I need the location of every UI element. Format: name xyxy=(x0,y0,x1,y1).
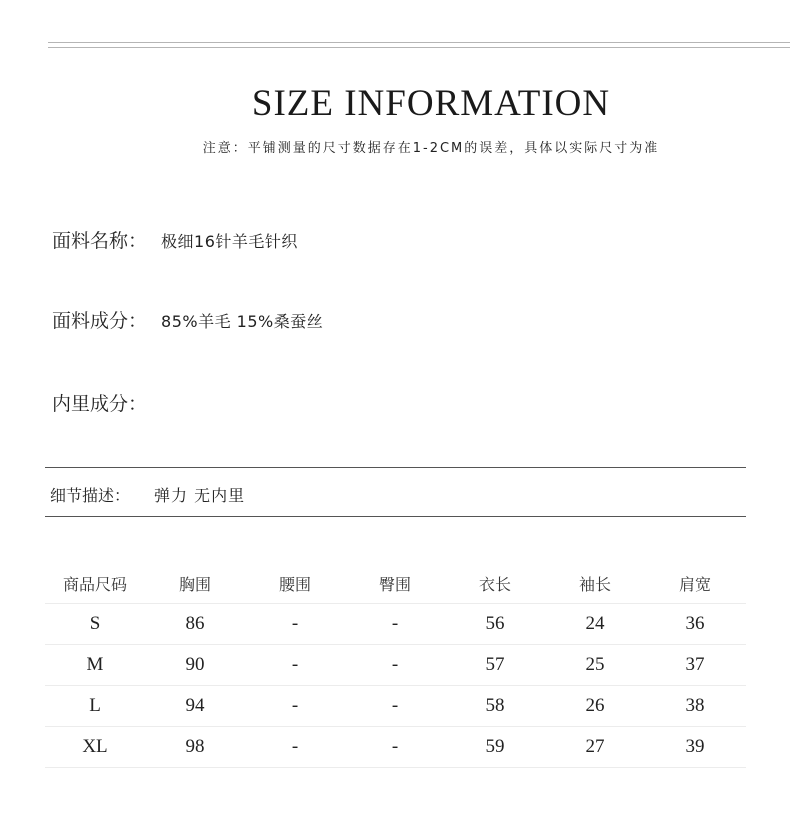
cell-size: S xyxy=(89,613,101,634)
page-title: SIZE INFORMATION xyxy=(251,83,611,124)
cell-hip: - xyxy=(391,736,399,757)
size-table-header-row xyxy=(45,563,746,604)
header-length: 衣长 xyxy=(478,574,511,594)
cell-shoulder: 38 xyxy=(685,695,705,716)
top-divider-line-1 xyxy=(48,42,790,43)
cell-size: XL xyxy=(82,736,108,757)
cell-size: M xyxy=(86,654,104,675)
cell-length: 58 xyxy=(485,695,505,716)
header-hip: 臀围 xyxy=(378,574,411,594)
cell-hip: - xyxy=(391,654,399,675)
cell-shoulder: 39 xyxy=(685,736,705,757)
lining-composition-label: 内里成分： xyxy=(52,393,148,415)
size-table xyxy=(45,563,746,768)
details-label: 细节描述： xyxy=(50,486,131,505)
details-row xyxy=(50,483,245,506)
cell-waist: - xyxy=(291,654,299,675)
cell-sleeve: 26 xyxy=(585,695,605,716)
header-waist: 腰围 xyxy=(278,574,311,594)
fabric-composition-value: 85%羊毛 15%桑蚕丝 xyxy=(161,312,324,331)
cell-length: 59 xyxy=(485,736,505,757)
details-value: 弹力 无内里 xyxy=(154,486,246,505)
fabric-name-value: 极细16针羊毛针织 xyxy=(161,232,298,251)
table-row xyxy=(45,686,746,727)
cell-hip: - xyxy=(391,613,399,634)
header-chest: 胸围 xyxy=(178,574,211,594)
cell-waist: - xyxy=(291,695,299,716)
fabric-name-label: 面料名称： xyxy=(52,230,148,252)
top-divider-line-2 xyxy=(48,47,790,48)
cell-sleeve: 27 xyxy=(585,736,605,757)
cell-length: 57 xyxy=(485,654,505,675)
table-row xyxy=(45,645,746,686)
cell-chest: 98 xyxy=(185,736,205,757)
cell-chest: 90 xyxy=(185,654,205,675)
header-size: 商品尺码 xyxy=(62,574,127,594)
table-row xyxy=(45,604,746,645)
fabric-composition-label: 面料成分： xyxy=(52,310,148,332)
cell-size: L xyxy=(89,695,101,716)
cell-shoulder: 37 xyxy=(685,654,705,675)
cell-waist: - xyxy=(291,613,299,634)
cell-shoulder: 36 xyxy=(685,613,705,634)
cell-sleeve: 25 xyxy=(585,654,605,675)
cell-chest: 94 xyxy=(185,695,205,716)
cell-length: 56 xyxy=(485,613,505,634)
cell-hip: - xyxy=(391,695,399,716)
lining-composition-row xyxy=(52,389,161,416)
cell-waist: - xyxy=(291,736,299,757)
header-sleeve: 袖长 xyxy=(578,574,611,594)
table-row xyxy=(45,727,746,768)
details-top-divider xyxy=(45,467,746,468)
details-bottom-divider xyxy=(45,516,746,517)
cell-sleeve: 24 xyxy=(585,613,605,634)
fabric-name-row xyxy=(52,226,298,253)
cell-chest: 86 xyxy=(185,613,205,634)
fabric-composition-row xyxy=(52,306,323,333)
measurement-note: 注意：平铺测量的尺寸数据存在1-2CM的误差，具体以实际尺寸为准 xyxy=(202,141,660,156)
header-shoulder: 肩宽 xyxy=(678,574,711,594)
